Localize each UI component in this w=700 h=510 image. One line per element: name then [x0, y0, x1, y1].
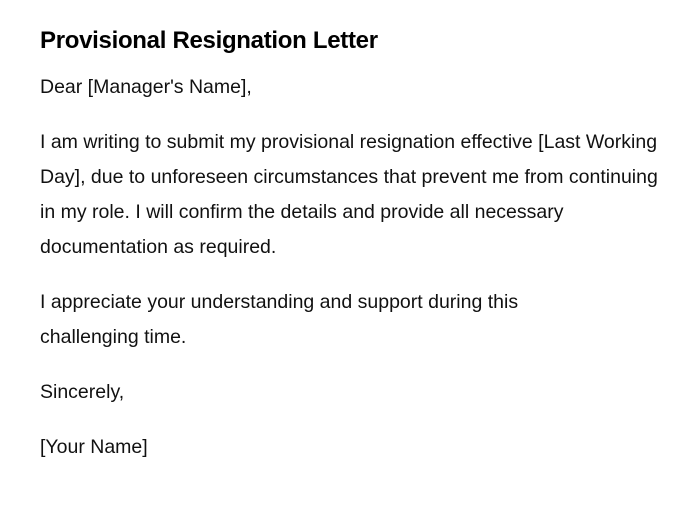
body-paragraph-1: I am writing to submit my provisional resignation effective [Last Working Day], due to unforeseen circumstances that prevent me from continuing in my role. I will confirm the details and provide all necessary documentation as required. — [40, 131, 658, 258]
signature-placeholder: [Your Name] — [40, 436, 148, 458]
closing: Sincerely, — [40, 381, 125, 403]
salutation: Dear [Manager's Name], — [40, 76, 252, 98]
letter-title: Provisional Resignation Letter — [40, 27, 378, 54]
body-paragraph-2: I appreciate your understanding and support during this challenging time. — [40, 291, 519, 348]
